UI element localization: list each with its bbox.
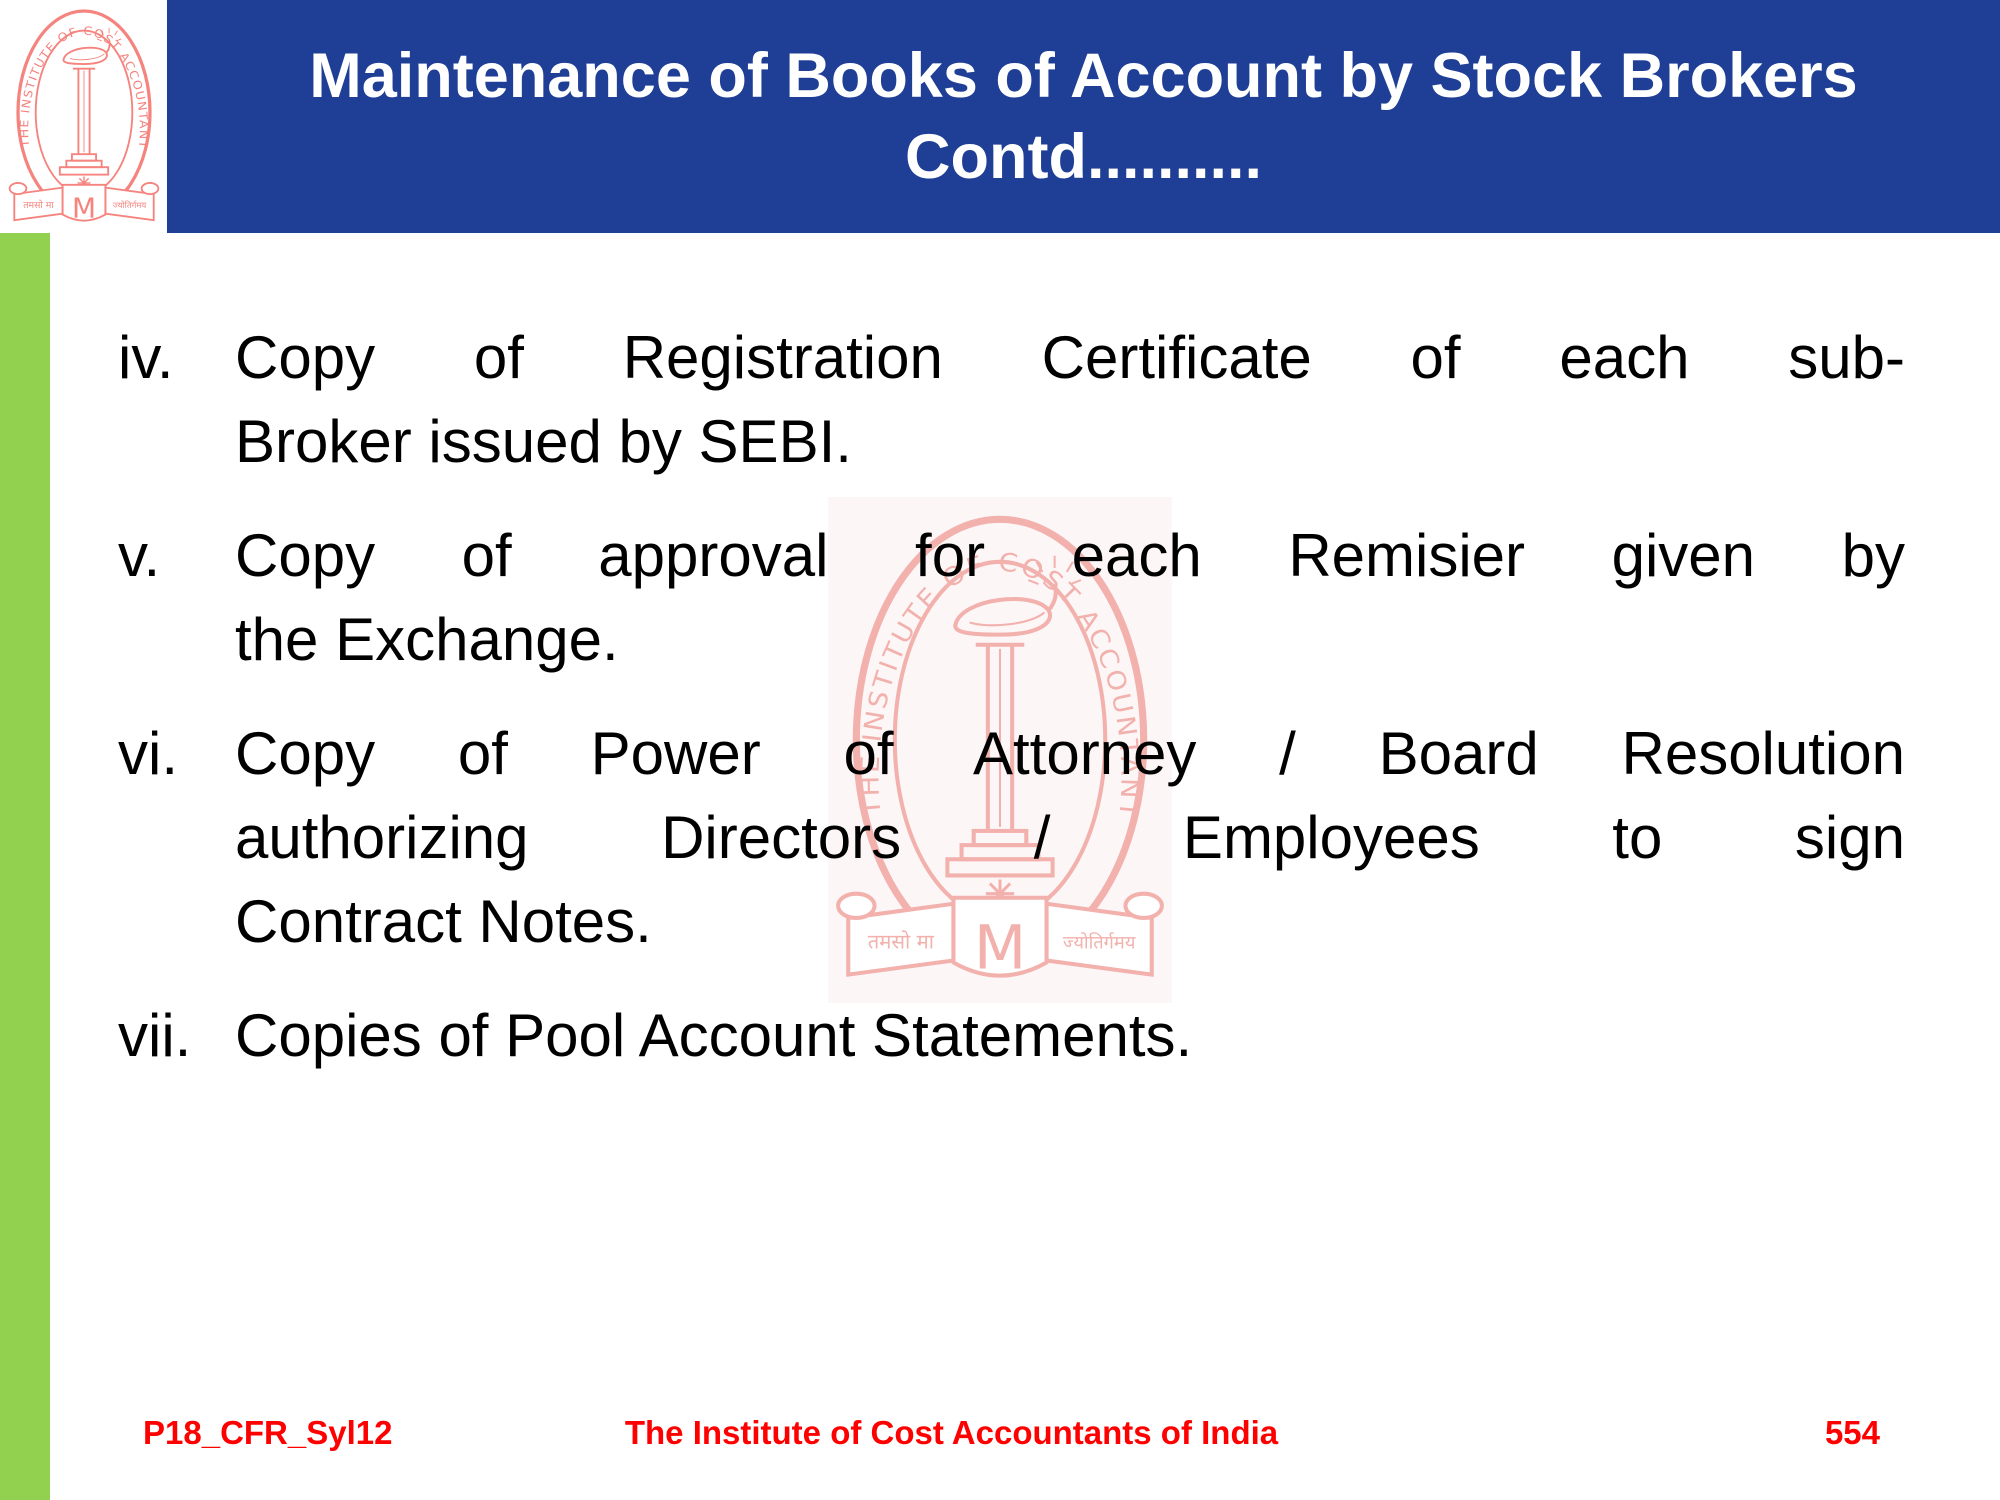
list-item-number: v. bbox=[118, 522, 161, 589]
list-item-text-line: Contract Notes. bbox=[235, 888, 652, 955]
footer-institute-name: The Institute of Cost Accountants of India bbox=[624, 1414, 1279, 1451]
slide-footer bbox=[0, 1408, 2000, 1458]
list-item-text-line: Copies of Pool Account Statements. bbox=[235, 1002, 1193, 1069]
list-item-number: vi. bbox=[118, 720, 178, 787]
list-item-text-line: authorizing Directors / Employees to sign bbox=[235, 804, 1905, 871]
list-item bbox=[118, 514, 1905, 682]
institute-logo bbox=[0, 0, 167, 233]
list-item-text-line: Copy of Power of Attorney / Board Resolution bbox=[235, 720, 1905, 787]
list-item-text-line: Copy of approval for each Remisier given by bbox=[235, 522, 1905, 589]
slide-title-line2: Contd.......... bbox=[905, 121, 1262, 192]
footer-page-number: 554 bbox=[1824, 1414, 1880, 1451]
list-item bbox=[118, 712, 1905, 964]
list-item-text-line: Copy of Registration Certificate of each sub- bbox=[235, 324, 1905, 391]
list-item bbox=[118, 316, 1905, 484]
list-item-number: iv. bbox=[118, 324, 174, 391]
slide-title-line1: Maintenance of Books of Account by Stock Brokers bbox=[309, 41, 1858, 112]
list-item-text-line: the Exchange. bbox=[235, 606, 619, 673]
list-item-text-line: Broker issued by SEBI. bbox=[235, 408, 852, 475]
slide-header bbox=[167, 0, 2000, 233]
footer-course-code: P18_CFR_Syl12 bbox=[143, 1414, 393, 1451]
body-list bbox=[118, 316, 1905, 1078]
list-item-number: vii. bbox=[118, 1002, 192, 1069]
left-accent-stripe bbox=[0, 233, 50, 1500]
list-item bbox=[118, 994, 1905, 1078]
institute-emblem-icon bbox=[5, 4, 163, 230]
